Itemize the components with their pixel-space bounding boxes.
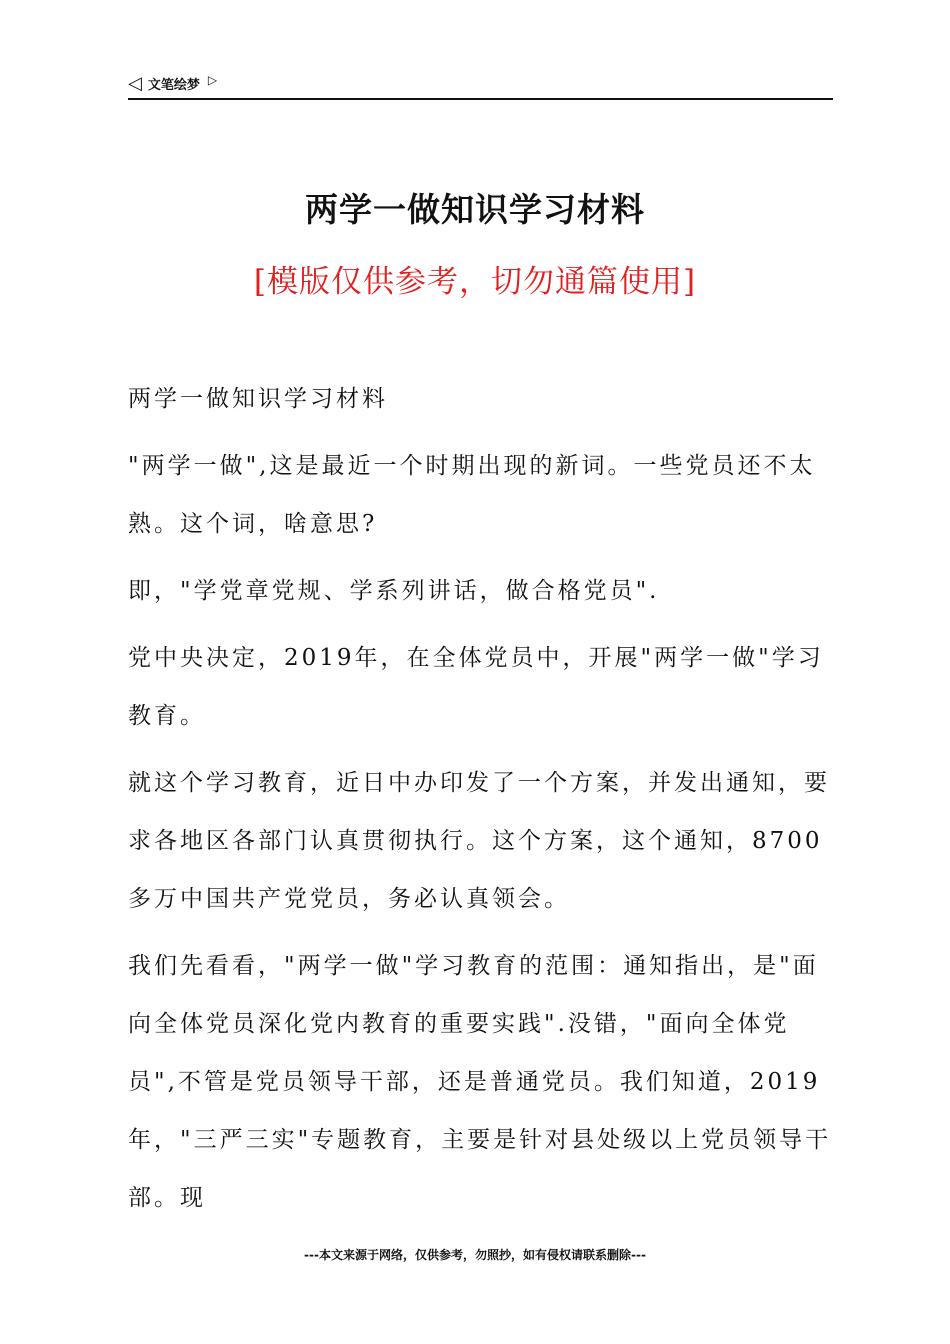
paragraph: "两学一做",这是最近一个时期出现的新词。一些党员还不太熟。这个词，啥意思?	[128, 453, 816, 537]
triangle-right-icon: ▷	[207, 72, 218, 87]
document-subtitle: [模版仅供参考，切勿通篇使用]	[253, 264, 697, 300]
paragraph: 两学一做知识学习材料	[128, 386, 388, 412]
header-brand: 文笔绘梦	[147, 78, 200, 93]
triangle-left-icon: ◁	[128, 72, 142, 94]
paragraph: 即，"学党章党规、学系列讲话，做合格党员".	[128, 578, 660, 604]
paragraph: 党中央决定，2019年，在全体党员中，开展"两学一做"学习教育。	[128, 645, 824, 729]
page-header	[128, 74, 833, 100]
document-title: 两学一做知识学习材料	[305, 190, 645, 229]
document-body	[128, 370, 834, 1236]
paragraph: 就这个学习教育，近日中办印发了一个方案，并发出通知，要求各地区各部门认真贯彻执行。这个方案，这个通知，8700多万中国共产党党员，务必认真领会。	[128, 770, 830, 912]
page-footer: ---本文来源于网络，仅供参考，勿照抄，如有侵权请联系删除---	[304, 1248, 646, 1262]
paragraph: 我们先看看，"两学一做"学习教育的范围：通知指出，是"面向全体党员深化党内教育的重要实践".没错，"面向全体党员",不管是党员领导干部，还是普通党员。我们知道，2019年，"三严三实"专题教育，主要是针对县处级以上党员领导干部。现	[128, 953, 832, 1211]
header-brand-group	[128, 74, 217, 93]
